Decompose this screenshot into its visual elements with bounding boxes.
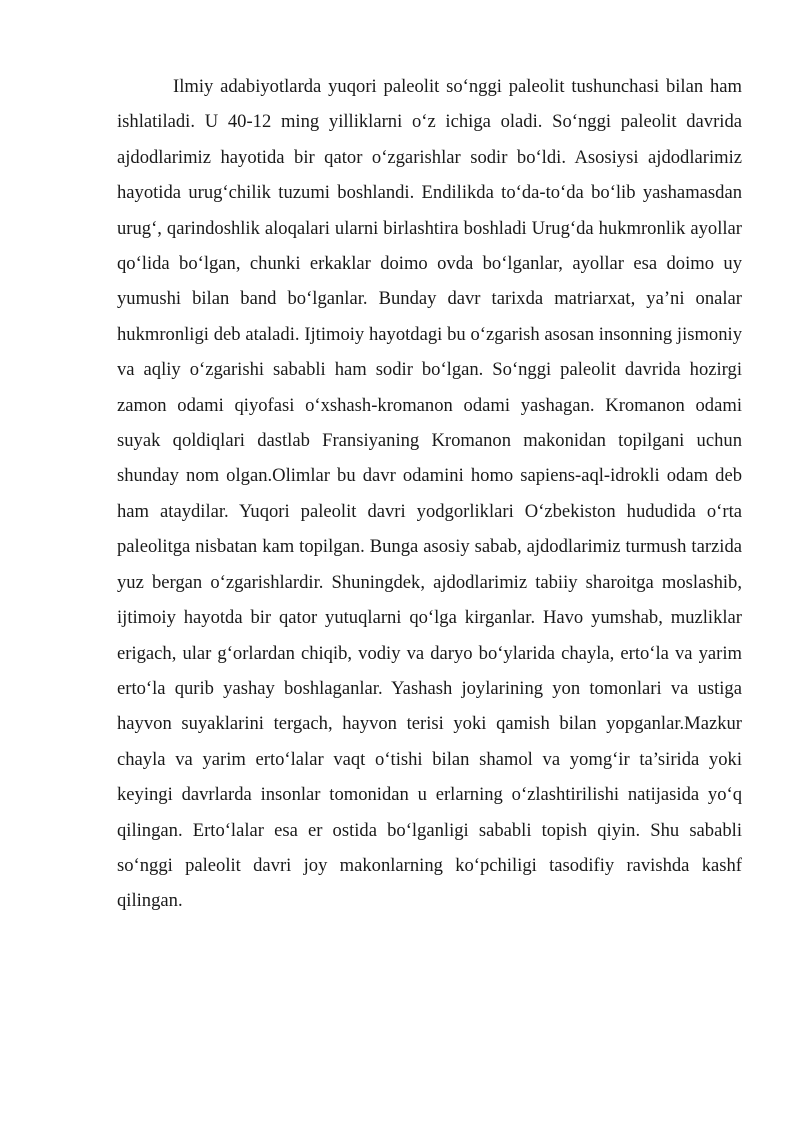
body-paragraph: Ilmiy adabiyotlarda yuqori paleolit so‘nggi paleolit tushunchasi bilan ham ishlatiladi. U 40-12 ming yilliklarni o‘z ichiga oladi. So‘nggi paleolit davrida ajdodlarimiz hayotida bir qator o‘zgarishlar sodir bo‘ldi. Asosiysi ajdodlarimiz hayotida urug‘chilik tuzumi boshlandi. Endilikda to‘da-to‘da bo‘lib yashamasdan urug‘, qarindoshlik aloqalari ularni birlashtira boshladi Urug‘da hukmronlik ayollar qo‘lida bo‘lgan, chunki erkaklar doimo ovda bo‘lganlar, ayollar esa doimo uy yumushi bilan band bo‘lganlar. Bunday davr tarixda matriarxat, ya’ni onalar hukmronligi deb ataladi. Ijtimoiy hayotdagi bu o‘zgarish asosan insonning jismoniy va aqliy o‘zgarishi sababli ham sodir bo‘lgan. So‘nggi paleolit davrida hozirgi zamon odami qiyofasi o‘xshash-kromanon odami yashagan. Kromanon odami suyak qoldiqlari dastlab Fransiyaning Kromanon makonidan topilgani uchun shunday nom olgan.Olimlar bu davr odamini homo sapiens-aql-idrokli odam deb ham ataydilar. Yuqori paleolit davri yodgorliklari O‘zbekiston hududida o‘rta paleolitga nisbatan kam topilgan. Bunga asosiy sabab, ajdodlarimiz turmush tarzida yuz bergan o‘zgarishlardir. Shuningdek, ajdodlarimiz tabiiy sharoitga moslashib, ijtimoiy hayotda bir qator yutuqlarni qo‘lga kirganlar. Havo yumshab, muzliklar erigach, ular g‘orlardan chiqib, vodiy va daryo bo‘ylarida chayla, erto‘la va yarim erto‘la qurib yashay boshlaganlar. Yashash joylarining yon tomonlari va ustiga hayvon suyaklarini tergach, hayvon terisi yoki qamish bilan yopganlar.Mazkur chayla va yarim erto‘lalar vaqt o‘tishi bilan shamol va yomg‘ir ta’sirida yoki keyingi davrlarda insonlar tomonidan u erlarning o‘zlashtirilishi natijasida yo‘q qilingan. Erto‘lalar esa er ostida bo‘lganligi sababli topish qiyin. Shu sababli so‘nggi paleolit davri joy makonlarning ko‘pchiligi tasodifiy ravishda kashf qilingan. [117,76,742,912]
